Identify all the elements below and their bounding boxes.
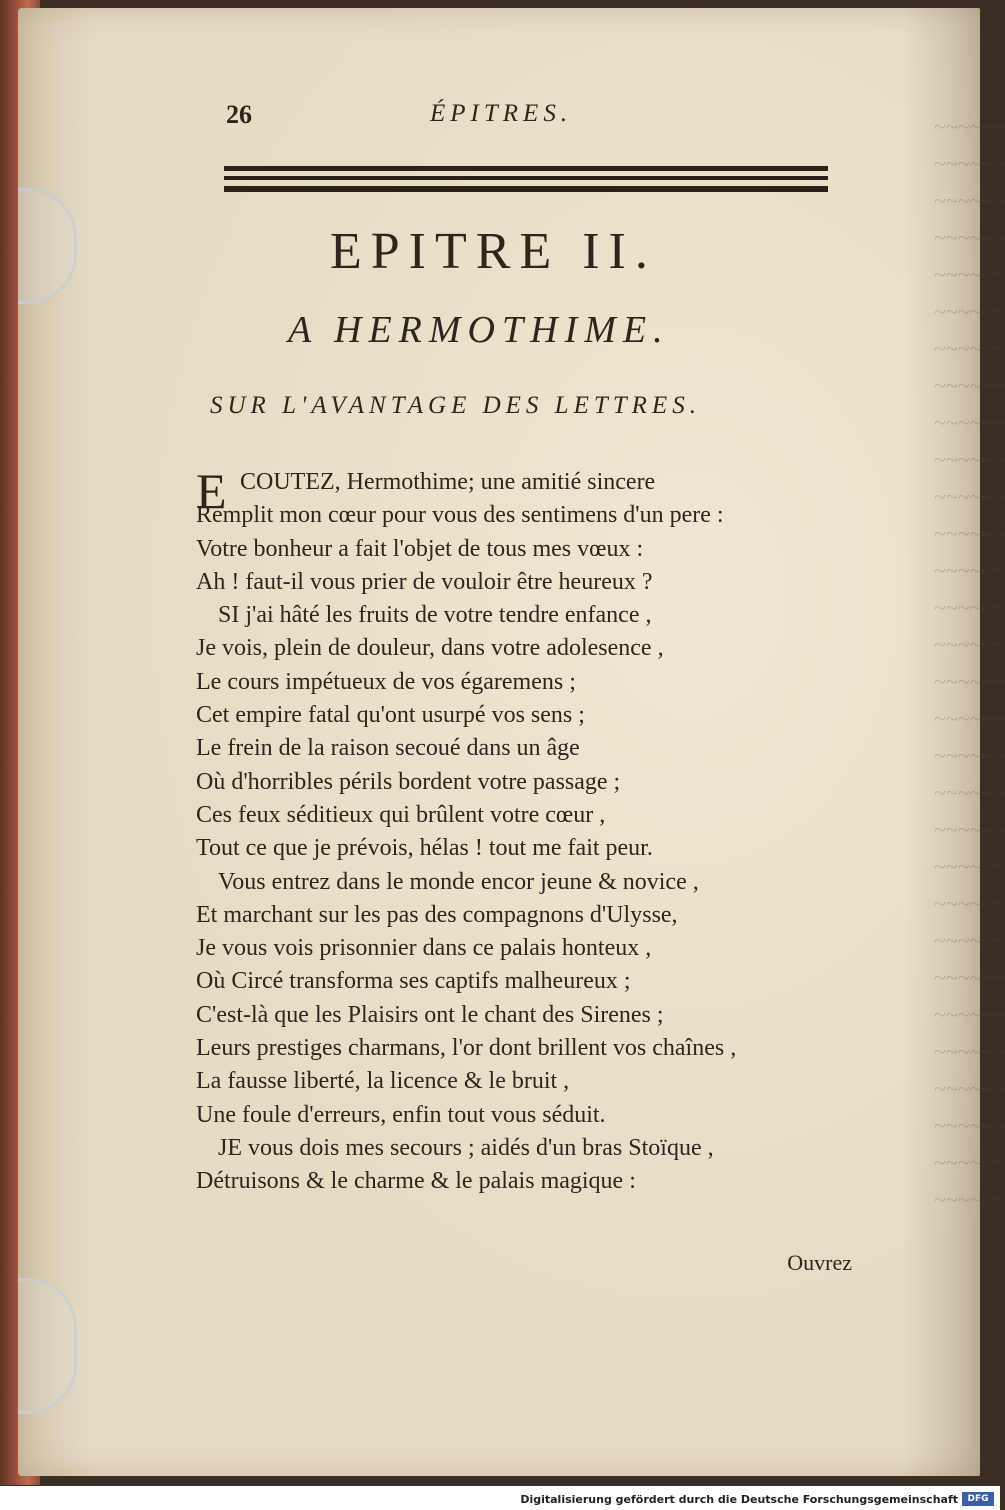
poem-line [196, 932, 876, 965]
poem-line-text: Cet empire fatal qu'ont usurpé vos sens ; [196, 702, 585, 729]
poem-line [196, 533, 876, 566]
poem-line [196, 899, 876, 932]
poem-line [196, 1132, 876, 1165]
poem-line-text: JE vous dois mes secours ; aidés d'un bras Stoïque , [218, 1134, 714, 1161]
poem-line [196, 732, 876, 765]
page-clip-icon [18, 188, 77, 304]
poem-line-text: Tout ce que je prévois, hélas ! tout me fait peur. [196, 835, 653, 862]
subject-heading: SUR L'AVANTAGE DES LETTRES. [210, 392, 701, 419]
poem-line-text: Vous entrez dans le monde encor jeune & novice , [218, 868, 699, 895]
drop-cap: E [196, 463, 227, 519]
poem-line-text: Je vous vois prisonnier dans ce palais honteux , [196, 935, 652, 962]
catchword: Ouvrez [787, 1250, 852, 1275]
header-rule [224, 166, 828, 171]
addressee-heading: A HERMOTHIME. [288, 309, 670, 351]
header-rule [224, 176, 828, 180]
running-head: ÉPITRES. [430, 100, 573, 127]
poem-line [196, 499, 876, 532]
poem-line-text: Où d'horribles périls bordent votre passage ; [196, 768, 621, 795]
poem-line-text: Ces feux séditieux qui brûlent votre cœur , [196, 801, 606, 828]
poem-body [196, 463, 876, 1199]
poem-line [196, 699, 876, 732]
poem-line [196, 1065, 876, 1098]
poem-line [196, 766, 876, 799]
poem-line [196, 566, 876, 599]
poem-line [196, 832, 876, 865]
poem-line [196, 666, 876, 699]
poem-line-text: La fausse liberté, la licence & le bruit , [196, 1068, 570, 1095]
poem-line [196, 799, 876, 832]
poem-line [196, 1099, 876, 1132]
poem-line [196, 632, 876, 665]
poem-line [196, 965, 876, 998]
poem-line [196, 1165, 876, 1198]
poem-line-text: Leurs prestiges charmans, l'or dont brillent vos chaînes , [196, 1035, 737, 1062]
bleed-through-text: ~~~~~~ ~~~~~~ ~~~~~~ ~~~~~~ ~~~~~~ ~~~~~~ ~~~~~~ ~~~~~~ ~~~~~~ ~~~~~~ ~~~~~~ ~~~~~~ ~~~~~~ ~~~~~~ ~~~~~~ ~~~~~~ ~~~~~~ ~~~~~~ ~~~~~~ ~~~~~~ ~~~~~~ ~~~~~~ ~~~~~~ ~~~~~~ ~~~~~~ ~~~~~~ ~~~~~~ ~~~~~~ ~~~~~~ ~~~~~~ [934, 114, 1005, 1212]
chapter-title: EPITRE II. [330, 223, 657, 280]
poem-line-text: Votre bonheur a fait l'objet de tous mes vœux : [196, 535, 644, 562]
header-rule [224, 186, 828, 192]
poem-line [196, 1032, 876, 1065]
poem-line-text: Ah ! faut-il vous prier de vouloir être heureux ? [196, 568, 653, 595]
dfg-logo-icon: DFG [962, 1492, 994, 1506]
poem-line-text: Le frein de la raison secoué dans un âge [196, 735, 580, 762]
poem-line-text: Détruisons & le charme & le palais magique : [196, 1168, 636, 1195]
page-number: 26 [226, 100, 252, 129]
poem-line-text: C'est-là que les Plaisirs ont le chant des Sirenes ; [196, 1001, 664, 1028]
poem-line-text: SI j'ai hâté les fruits de votre tendre enfance , [218, 602, 652, 629]
poem-line-text: Je vois, plein de douleur, dans votre adolesence , [196, 635, 664, 662]
poem-line-text: Et marchant sur les pas des compagnons d'Ulysse, [196, 901, 678, 928]
digitization-footer [0, 1486, 1000, 1510]
poem-line-text: COUTEZ, Hermothime; une amitié sincere [240, 469, 656, 495]
poem-line [196, 866, 876, 899]
poem-line [196, 999, 876, 1032]
poem-line-text: Remplit mon cœur pour vous des sentimens d'un pere : [196, 502, 724, 529]
page-clip-icon [18, 1278, 77, 1414]
poem-line-text: Le cours impétueux de vos égaremens ; [196, 668, 576, 695]
footer-credit: Digitalisierung gefördert durch die Deutsche Forschungsgemeinschaft [520, 1493, 958, 1506]
poem-line-text: Une foule d'erreurs, enfin tout vous séduit. [196, 1101, 606, 1128]
poem-line-text: Où Circé transforma ses captifs malheureux ; [196, 968, 631, 995]
poem-line [196, 599, 876, 632]
